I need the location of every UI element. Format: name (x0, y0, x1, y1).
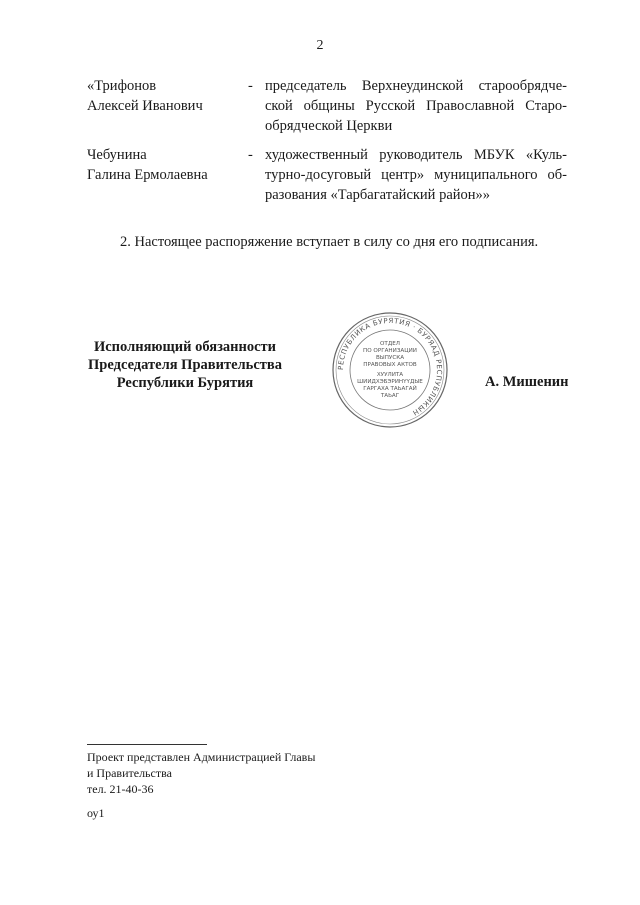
member-role-line: ской общины Русской Православной Старо- (265, 98, 567, 114)
official-seal (330, 310, 450, 430)
member-name-line: Чебунина (87, 147, 147, 163)
member-dash: - (248, 147, 253, 163)
member-role-line: турно-досуговый центр» муниципального об- (265, 167, 567, 183)
member-role (265, 145, 567, 205)
footer-line: Проект представлен Администрацией Главы (87, 750, 316, 764)
footer-note (87, 749, 315, 797)
member-name (87, 76, 237, 116)
seal-inner-line: ШИИДХЭБЭРИНҮҮДЫЕ (357, 379, 423, 385)
signatory-position (60, 338, 310, 392)
seal-inner-line: ПРАВОВЫХ АКТОВ (363, 362, 417, 368)
footer-divider (87, 744, 207, 745)
seal-inner-line: ПО ОРГАНИЗАЦИИ (363, 348, 417, 354)
footer-line: и Правительства (87, 766, 172, 780)
member-role-line: художественный руководитель МБУК «Куль- (265, 147, 567, 163)
page-number: 2 (316, 38, 324, 53)
member-name-line: «Трифонов (87, 78, 157, 94)
signatory-name: А. Мишенин (485, 374, 569, 390)
member-name (87, 145, 237, 185)
signatory-position-line: Республики Бурятия (116, 375, 254, 391)
seal-inner-line: ГАРГАХА ТАЬАГАЙ (363, 386, 417, 392)
member-role-line: обрядческой Церкви (265, 118, 393, 134)
seal-inner-line: ХУУЛИТА (376, 372, 404, 378)
footer-line: тел. 21-40-36 (87, 782, 154, 796)
member-role (265, 76, 567, 136)
paragraph-effective-date: 2. Настоящее распоряжение вступает в силу со дня его подписания. (120, 234, 539, 250)
seal-inner-line: ТАЬАГ (380, 393, 400, 399)
member-role-line: председатель Верхнеудинской старообрядче- (265, 78, 567, 94)
seal-inner-line: ОТДЕЛ (380, 341, 400, 347)
member-role-line: разования «Тарбагатайский район»» (265, 187, 491, 203)
member-name-line: Алексей Иванович (87, 98, 203, 114)
seal-inner-line: ВЫПУСКА (375, 355, 405, 361)
member-name-line: Галина Ермолаевна (87, 167, 208, 183)
signatory-position-line: Председателя Правительства (88, 357, 282, 373)
member-dash: - (248, 78, 253, 94)
signatory-position-line: Исполняющий обязанности (93, 339, 277, 355)
footer-code: оу1 (87, 806, 105, 820)
seal-outer-text: РЕСПУБЛИКА БУРЯТИЯ · БУРЯАД РЕСПУБЛИКЫН (336, 316, 444, 417)
